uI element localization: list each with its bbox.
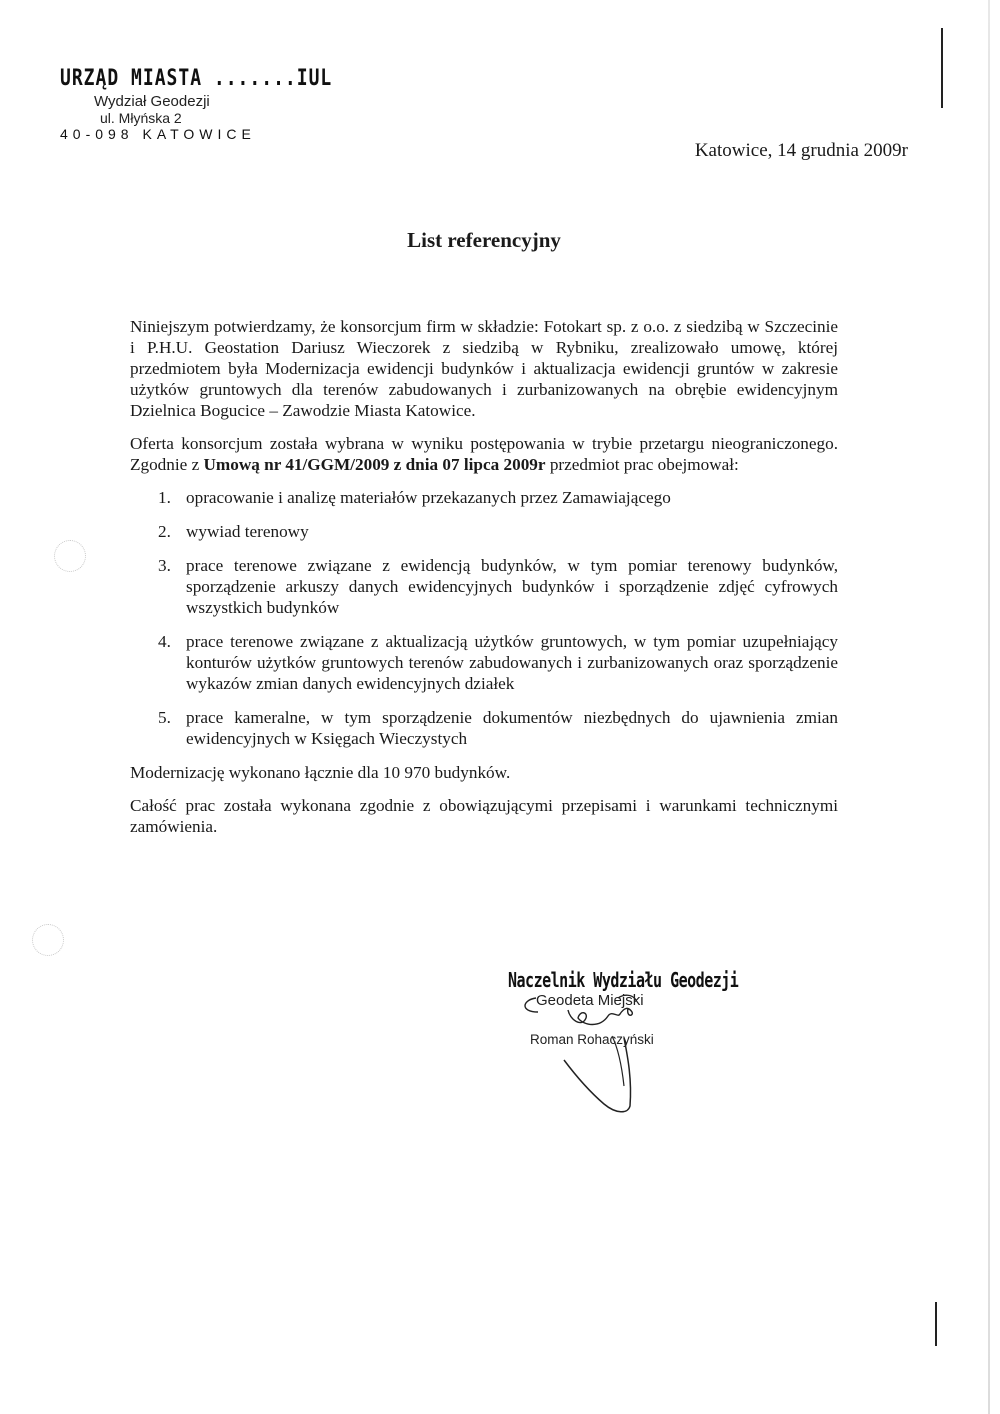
signatory-name: Roman Rohaczyński [530,1032,654,1047]
list-item-number: 2. [158,522,171,541]
scan-mark [941,28,943,108]
letter-date: Katowice, 14 grudnia 2009r [694,140,908,161]
body-paragraph [130,433,838,475]
office-postal-city: 40-098 KATOWICE [60,126,256,143]
list-item-number: 3. [158,556,171,575]
list-item-text: wywiad terenowy [186,522,309,541]
body-paragraph: Modernizację wykonano łącznie dla 10 970 budynków. [130,763,511,782]
paragraph-text: przedmiot prac obejmował: [545,455,739,474]
list-item-text: opracowanie i analizę materiałów przekazanych przez Zamawiającego [186,488,671,507]
punch-hole [32,924,64,956]
list-item-text: prace kameralne, w tym sporządzenie dokumentów niezbędnych do ujawnienia zmian ewidencyjnych w Księgach Wieczystych [186,708,838,748]
list-item [130,555,838,618]
list-item-number: 4. [158,632,171,651]
work-scope-list [130,487,838,749]
body-paragraph: Całość prac została wykonana zgodnie z obowiązującymi przepisami i warunkami technicznymi zamówienia. [130,796,838,836]
scan-edge [988,0,990,1414]
letter-body [130,316,838,849]
list-item-text: prace terenowe związane z aktualizacją użytków gruntowych, w tym pomiar uzupełniający konturów użytków gruntowych terenów zabudowanych i zurbanizowanych oraz sporządzenie wykazów zmian danych ewidencyjnych działek [186,632,838,693]
list-item [130,631,838,694]
list-item [130,487,838,508]
office-street: ul. Młyńska 2 [100,109,182,126]
list-item-text: prace terenowe związane z ewidencją budynków, w tym pomiar terenowy budynków, sporządzenie arkuszy danych ewidencyjnych budynków i sporządzenie zdjęć cyfrowych wszystkich budynków [186,556,838,617]
signatory-title: Naczelnik Wydziału Geodezji [508,968,739,993]
office-stamp [60,66,332,142]
handwritten-signature [508,968,708,1118]
list-item [130,707,838,749]
body-paragraph: Niniejszym potwierdzamy, że konsorcjum firm w składzie: Fotokart sp. z o.o. z siedzibą w Szczecinie i P.H.U. Geostation Dariusz Wieczorek z siedzibą w Rybniku, zrealizowało umowę, której przedmiotem była Modernizacja ewidencji budynków i aktualizacja ewidencji gruntów w zakresie użytków gruntowych dla terenów zabudowanych i zurbanizowanych na obrębie ewidencyjnym Dzielnica Bogucice – Zawodzie Miasta Katowice. [130,317,838,420]
list-item [130,521,838,542]
scan-mark [935,1302,937,1346]
punch-hole [54,540,86,572]
signature-block [508,968,739,1118]
paragraph-text: Oferta konsorcjum została wybrana w wyniku postępowania w trybie przetargu nieograniczonego. Zgodnie z [130,434,838,474]
contract-reference: Umową nr 41/GGM/2009 z dnia 07 lipca 2009r [203,455,546,474]
list-item-number: 1. [158,488,171,507]
office-name: URZĄD MIASTA .......IUL [60,64,333,91]
department-name: Wydział Geodezji [94,92,210,110]
signatory-role: Geodeta Miejski [536,992,644,1009]
letter-title: List referencyjny [407,228,561,252]
list-item-number: 5. [158,708,171,727]
